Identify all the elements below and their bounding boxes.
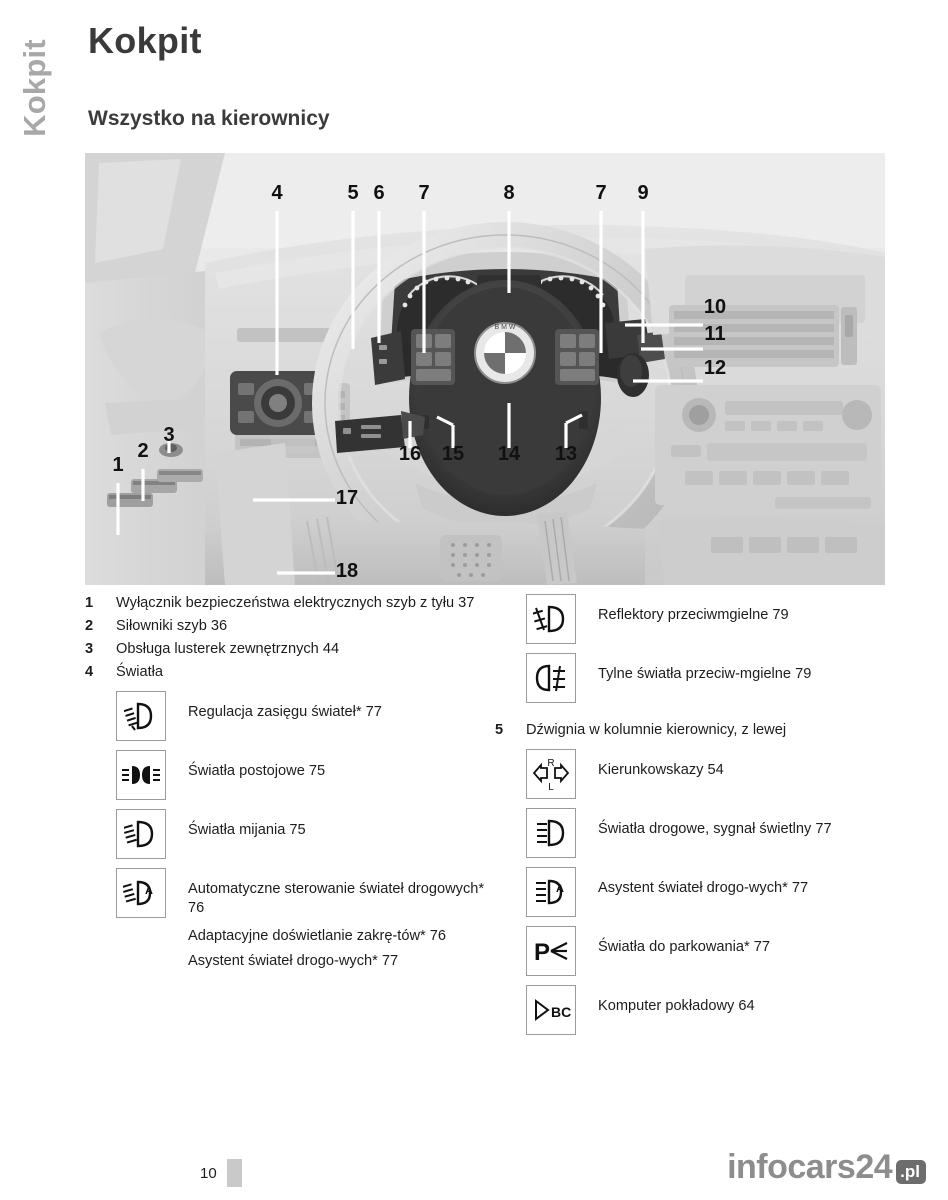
figure-callout-2: 2: [137, 440, 149, 462]
legend-item-3-text: Obsługa lusterek zewnętrznych 44: [116, 641, 340, 657]
svg-text:BC: BC: [551, 1004, 571, 1020]
figure-callout-9: 9: [637, 182, 649, 204]
icon-row-board-computer: [526, 985, 915, 1035]
figure-callout-3: 3: [163, 424, 175, 446]
icon-row-high-beam-assistant-right: [526, 867, 915, 917]
section-title: Wszystko na kierownicy: [88, 107, 330, 130]
svg-text:A: A: [145, 885, 153, 897]
logo-wordmark: infocars24: [727, 1148, 893, 1186]
legend-item-4-text: Światła: [116, 664, 164, 680]
legend-item-5-number: 5: [495, 722, 504, 738]
figure-callout-13: 13: [554, 443, 578, 465]
icon-row-headlight-range-control: [116, 691, 485, 741]
legend-item-5: [495, 721, 915, 740]
svg-text:B M W: B M W: [494, 324, 516, 331]
legend-item-1-number: 1: [85, 595, 94, 611]
legend-item-2-text: Siłowniki szyb 36: [116, 618, 228, 634]
high-beam-flash-icon: [526, 808, 576, 858]
figure-callout-14: 14: [497, 443, 521, 465]
legend-item-2: [85, 617, 485, 636]
figure-callout-1: 1: [112, 454, 124, 476]
figure-callout-7: 7: [418, 182, 430, 204]
legend-item-1: [85, 594, 485, 613]
legend-item-2-number: 2: [85, 618, 94, 634]
infocars24-logo: [727, 1148, 926, 1187]
legend-item-5-text: Dźwignia w kolumnie kierownicy, z lewej: [526, 722, 787, 738]
figure-callout-11: 11: [704, 323, 726, 345]
figure-callout-8: 8: [503, 182, 515, 204]
legend-item-4: [85, 663, 485, 682]
chapter-side-tab-label: Kokpit: [17, 38, 53, 137]
icon-label-high-beam-flash: Światła drogowe, sygnał świetlny 77: [598, 821, 832, 837]
icon-label-high-beam-assistant: Automatyczne sterowanie świateł drogowych* 76: [188, 881, 485, 916]
sub-text-adaptive-cornering-light: Adaptacyjne doświetlanie zakrę-tów* 76: [188, 928, 446, 944]
icon-label-turn-signal: Kierunkowskazy 54: [598, 762, 724, 778]
sub-text-high-beam-assistant: Asystent świateł drogo-wych* 77: [188, 953, 399, 969]
icon-label-board-computer: Komputer pokładowy 64: [598, 998, 755, 1014]
icon-row-parking-lights: [116, 750, 485, 800]
figure-callout-10: 10: [703, 296, 727, 318]
page-edge-tab-marker: [227, 1159, 242, 1187]
high-beam-assistant-icon: [526, 867, 576, 917]
svg-text:A: A: [556, 883, 564, 895]
figure-callout-15: 15: [441, 443, 465, 465]
high-beam-assistant-icon: [116, 868, 166, 918]
figure-callout-7: 7: [595, 182, 607, 204]
icon-row-turn-signal: [526, 749, 915, 799]
icon-row-high-beam-flash: [526, 808, 915, 858]
legend-left-column: [85, 594, 485, 971]
dashboard-figure: [85, 153, 885, 585]
figure-callout-18: 18: [335, 560, 359, 582]
icon-row-front-fog-lights: [526, 594, 915, 644]
figure-callout-16: 16: [398, 443, 422, 465]
rear-fog-lights-icon: [526, 653, 576, 703]
front-fog-lights-icon: [526, 594, 576, 644]
icon-row-rear-fog-lights: [526, 653, 915, 703]
parking-lights-icon: [116, 750, 166, 800]
svg-text:P: P: [534, 939, 551, 966]
legend-right-column: [495, 594, 915, 1044]
page-number: 10: [200, 1165, 217, 1182]
page-title: Kokpit: [88, 20, 202, 61]
legend-item-1-text: Wyłącznik bezpieczeństwa elektrycznych szyb z tyłu 37: [116, 595, 475, 611]
icon-label-headlight-range-control: Regulacja zasięgu świateł* 77: [188, 704, 382, 720]
legend-item-3: [85, 640, 485, 659]
icon-label-low-beam: Światła mijania 75: [188, 822, 306, 838]
headlight-range-control-icon: [116, 691, 166, 741]
low-beam-icon: [116, 809, 166, 859]
icon-label-high-beam-assistant-right: Asystent świateł drogo-wych* 77: [598, 880, 809, 896]
svg-text:R: R: [547, 758, 555, 769]
legend-item-4-number: 4: [85, 664, 94, 680]
parking-light-icon-p: [526, 926, 576, 976]
chapter-side-tab: [0, 0, 70, 175]
icon-label-rear-fog-lights: Tylne światła przeciw-mgielne 79: [598, 666, 812, 682]
icon-label-front-fog-lights: Reflektory przeciwmgielne 79: [598, 607, 789, 623]
figure-callout-4: 4: [271, 182, 283, 204]
icon-row-high-beam-assistant: [116, 868, 485, 918]
icon-label-parking-light-p: Światła do parkowania* 77: [598, 939, 770, 955]
figure-callout-17: 17: [335, 487, 359, 509]
icon-label-parking-lights: Światła postojowe 75: [188, 763, 326, 779]
svg-text:L: L: [548, 782, 554, 792]
board-computer-icon: [526, 985, 576, 1035]
logo-tld-badge: .pl: [896, 1160, 926, 1184]
turn-signal-icon: [526, 749, 576, 799]
icon-row-low-beam: [116, 809, 485, 859]
legend-item-3-number: 3: [85, 641, 94, 657]
figure-callout-6: 6: [373, 182, 385, 204]
figure-callout-12: 12: [703, 357, 727, 379]
icon-row-parking-light-p: [526, 926, 915, 976]
figure-callout-5: 5: [347, 182, 359, 204]
